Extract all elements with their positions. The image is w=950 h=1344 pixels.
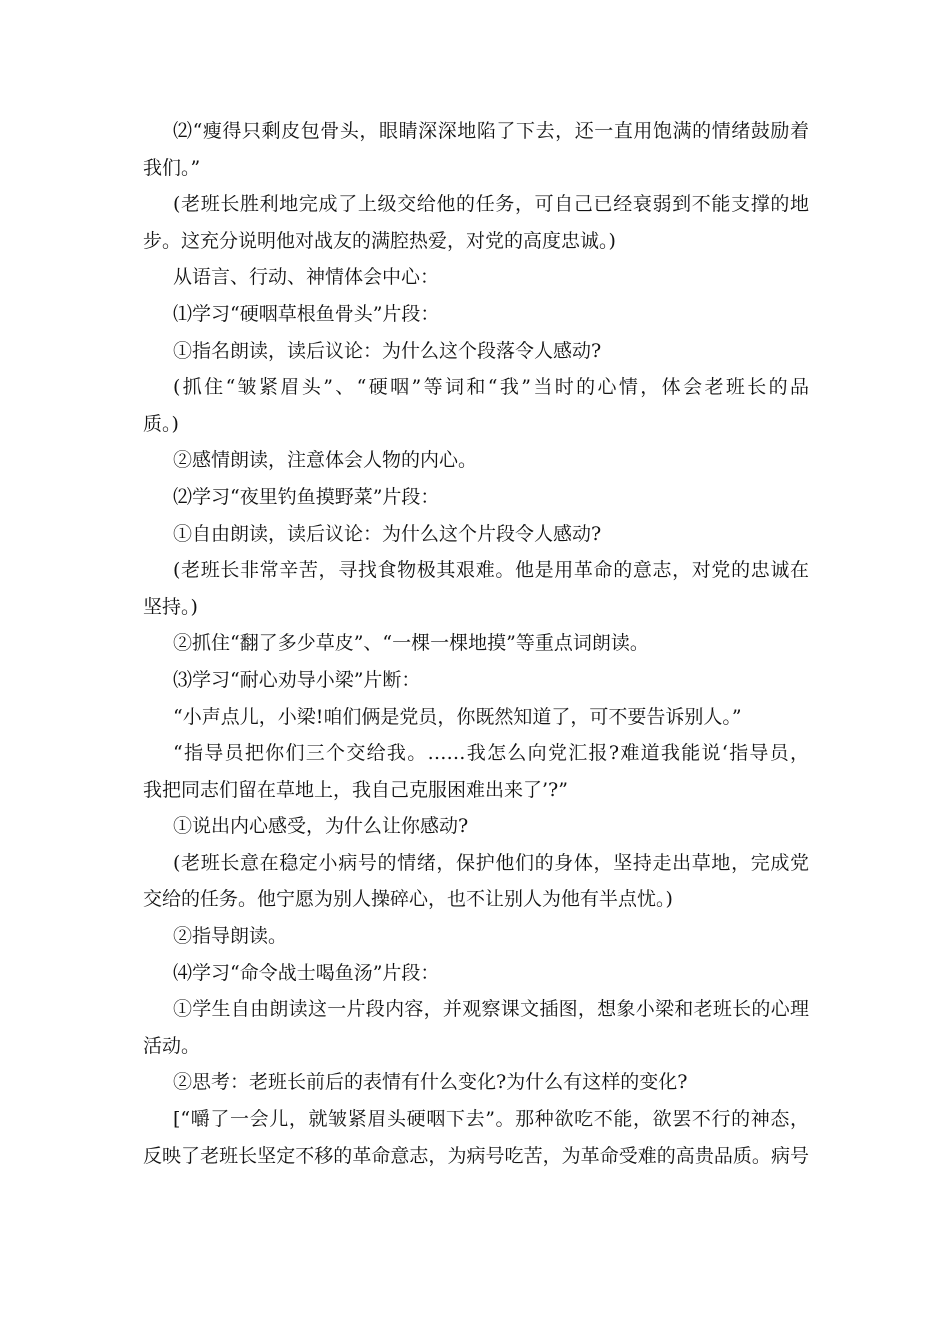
text-line: (老班长胜利地完成了上级交给他的任务，可自己已经衰弱到不能支撑的地: [173, 193, 809, 216]
text-line: ①学生自由朗读这一片段内容，并观察课文插图，想象小梁和老班长的心理: [173, 998, 809, 1021]
text-line: ⑵学习“夜里钓鱼摸野菜”片段：: [173, 485, 440, 508]
text-line: 反映了老班长坚定不移的革命意志，为病号吃苦，为革命受难的高贵品质。病号: [143, 1144, 809, 1167]
text-line: (老班长意在稳定小病号的情绪，保护他们的身体，坚持走出草地，完成党: [173, 851, 809, 874]
text-line: ②抓住“翻了多少草皮”、“一棵一棵地摸”等重点词朗读。: [173, 632, 649, 655]
text-line: 我们。”: [143, 156, 201, 179]
text-line: [“嚼了一会儿，就皱紧眉头硬咽下去”。那种欲吃不能，欲罢不行的神态，: [173, 1108, 809, 1131]
text-line: (抓住“皱紧眉头”、“硬咽”等词和“我”当时的心情，体会老班长的品: [173, 376, 809, 399]
text-line: 坚持。): [143, 595, 198, 618]
document-body: [143, 113, 809, 1174]
text-line: ②感情朗读，注意体会人物的内心。: [173, 449, 478, 472]
text-line: ⑵“瘦得只剩皮包骨头，眼睛深深地陷了下去，还一直用饱满的情绪鼓励着: [173, 120, 809, 142]
text-line: ⑶学习“耐心劝导小梁”片断：: [173, 668, 421, 691]
text-line: 我把同志们留在草地上，我自己克服困难出来了’?”: [143, 778, 568, 801]
text-line: ⑴学习“硬咽草根鱼骨头”片段：: [173, 302, 440, 325]
text-line: ①指名朗读，读后议论：为什么这个段落令人感动?: [173, 339, 602, 362]
text-line: “指导员把你们三个交给我。……我怎么向党汇报?难道我能说‘指导员，: [173, 742, 809, 765]
text-line: (老班长非常辛苦，寻找食物极其艰难。他是用革命的意志，对党的忠诚在: [173, 559, 809, 582]
text-line: ①自由朗读，读后议论：为什么这个片段令人感动?: [173, 522, 602, 545]
text-line: 步。这充分说明他对战友的满腔热爱，对党的高度忠诚。): [143, 229, 616, 252]
text-line: 交给的任务。他宁愿为别人操碎心，也不让别人为他有半点忧。): [143, 888, 673, 911]
text-line: ①说出内心感受，为什么让你感动?: [173, 815, 469, 838]
text-line: 从语言、行动、神情体会中心：: [173, 266, 440, 289]
text-line: “小声点儿，小梁!咱们俩是党员，你既然知道了，可不要告诉别人。”: [173, 705, 742, 728]
text-line: 质。): [143, 412, 179, 435]
text-line: 活动。: [143, 1034, 201, 1057]
text-line: ②思考：老班长前后的表情有什么变化?为什么有这样的变化?: [173, 1071, 688, 1094]
text-line: ⑷学习“命令战士喝鱼汤”片段：: [173, 961, 440, 984]
text-line: ②指导朗读。: [173, 925, 288, 948]
